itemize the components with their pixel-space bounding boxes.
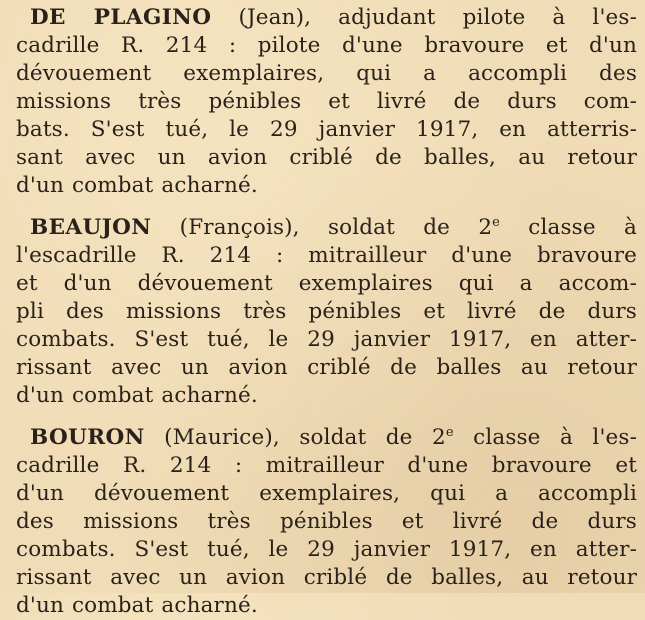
citation-entry-bouron — [16, 424, 637, 620]
citation-entry-de-plagino — [16, 4, 637, 200]
citation-line: cadrille R. 214 : pilote d'une bravoure et d'un — [16, 33, 637, 58]
citation-line: bats. S'est tué, le 29 janvier 1917, en atterris- — [16, 117, 637, 142]
citation-line: et d'un dévouement exemplaires qui a accom- — [16, 271, 637, 296]
citation-entry-beaujon — [16, 214, 637, 410]
citation-name: BEAUJON — [30, 215, 152, 240]
citation-text: classe à — [500, 215, 637, 240]
citation-line: l'escadrille R. 214 : mitrailleur d'une bravoure — [16, 243, 637, 268]
citation-line: missions très pénibles et livré de durs com- — [16, 89, 637, 114]
citation-line: d'un combat acharné. — [16, 173, 258, 198]
ordinal-superscript: e — [492, 214, 500, 230]
citation-name: DE PLAGINO — [30, 5, 212, 30]
citation-line: des missions très pénibles et livré de durs — [16, 509, 637, 534]
citation-line: rissant avec un avion criblé de balles au retour — [16, 355, 637, 380]
citation-line: d'un combat acharné. — [16, 593, 258, 618]
citation-name: BOURON — [30, 425, 145, 450]
citation-text: classe à l'es- — [453, 425, 637, 450]
ordinal-superscript: e — [445, 424, 454, 440]
citation-line: pli des missions très pénibles et livré de durs — [16, 299, 637, 324]
citation-line: d'un dévouement exemplaires, qui a accompli — [16, 481, 637, 506]
citation-line: combats. S'est tué, le 29 janvier 1917, en atter- — [16, 537, 637, 562]
citation-line — [16, 214, 637, 242]
citation-line — [16, 424, 637, 452]
citation-text: (Jean), adjudant pilote à l'es- — [211, 5, 637, 30]
citation-line: sant avec un avion criblé de balles, au retour — [16, 145, 637, 170]
citation-text: (Maurice), soldat de 2 — [144, 425, 446, 450]
citation-line: combats. S'est tué, le 29 janvier 1917, en atter- — [16, 327, 637, 352]
citation-line — [16, 4, 637, 32]
citation-line: rissant avec un avion criblé de balles, au retour — [16, 565, 637, 590]
citation-text: (François), soldat de 2 — [151, 215, 493, 240]
citation-line: cadrille R. 214 : mitrailleur d'une bravoure et — [16, 453, 637, 478]
citation-line: d'un combat acharné. — [16, 383, 258, 408]
citation-line: dévouement exemplaires, qui a accompli des — [16, 61, 637, 86]
